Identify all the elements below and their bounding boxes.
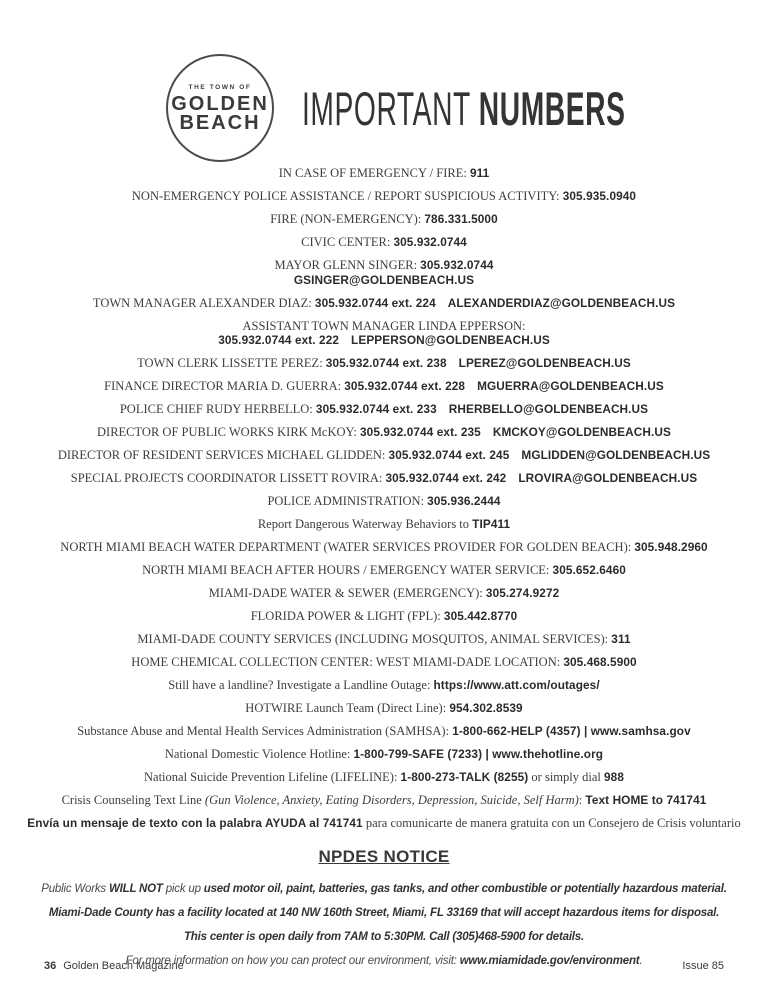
value-text: 305.468.5900 [563, 655, 637, 669]
text-line [0, 235, 768, 250]
text-line [0, 563, 768, 578]
value-text: 305.932.0744 [420, 258, 494, 272]
text-line [0, 609, 768, 624]
text-line [0, 494, 768, 509]
label-text: CIVIC CENTER: [301, 235, 394, 249]
text-line [0, 930, 768, 944]
value-text: 305.935.0940 [562, 189, 637, 203]
label-text: Report Dangerous Waterway Behaviors to [257, 517, 473, 531]
npdes-lines [0, 882, 768, 968]
directory-entry [0, 494, 768, 509]
text-line [0, 319, 768, 334]
value-text: 305.932.0744 ext. 238 [325, 356, 447, 370]
label-text: POLICE CHIEF RUDY HERBELLO: [119, 402, 316, 416]
directory-entry [0, 379, 768, 394]
label-text: Substance Abuse and Mental Health Services Administration (SAMHSA): [77, 724, 453, 738]
value-text: Envía un mensaje de texto con la palabra AYUDA al 741741 [27, 816, 363, 830]
label-text: para comunicarte de manera gratuita con un Consejero de Crisis voluntario [362, 816, 741, 830]
text-line [0, 189, 768, 204]
label-text: HOTWIRE Launch Team (Direct Line): [245, 701, 450, 715]
town-logo [166, 54, 274, 162]
label-text: POLICE ADMINISTRATION: [267, 494, 428, 508]
title-word-numbers: NUMBERS [478, 81, 626, 135]
directory-entry [0, 793, 768, 808]
label-text: NORTH MIAMI BEACH AFTER HOURS / EMERGENCY WATER SERVICE: [142, 563, 553, 577]
directory-entry [0, 724, 768, 739]
directory-entry [0, 402, 768, 417]
issue-label: Issue 85 [682, 960, 724, 972]
label-text: MIAMI-DADE COUNTY SERVICES (INCLUDING MOSQUITOS, ANIMAL SERVICES): [137, 632, 612, 646]
label-text: DIRECTOR OF PUBLIC WORKS KIRK McKOY: [97, 425, 361, 439]
value-text: TIP411 [472, 517, 511, 531]
logo-name-line1: GOLDEN [171, 92, 269, 115]
label-text: Still have a landline? Investigate a Landline Outage: [168, 678, 434, 692]
text-line [0, 212, 768, 227]
directory-entry [0, 448, 768, 463]
value-text: 305.936.2444 [427, 494, 501, 508]
text-line [0, 517, 768, 532]
value-text: 954.302.8539 [449, 701, 523, 715]
value-text: 911 [469, 166, 490, 180]
value-text: MGUERRA@GOLDENBEACH.US [477, 379, 664, 393]
text-line [0, 471, 768, 486]
value-text: 305.932.0744 ext. 222 [218, 333, 340, 347]
text-line [0, 540, 768, 555]
value-text: LROVIRA@GOLDENBEACH.US [518, 471, 698, 485]
npdes-entry [0, 906, 768, 920]
value-text: 311 [611, 632, 631, 646]
notice-text: . [639, 954, 643, 967]
directory-entry [0, 235, 768, 250]
text-line [0, 333, 768, 348]
npdes-notice [0, 847, 768, 968]
npdes-heading: NPDES NOTICE [318, 846, 450, 866]
logo-name-line2: BEACH [179, 111, 261, 134]
notice-bold-text: used motor oil, paint, batteries, gas tanks, and other combustible or potentially hazardous material. [203, 882, 727, 895]
notice-text: pick up [162, 882, 204, 895]
value-text: 305.652.6460 [552, 563, 626, 577]
label-text: FINANCE DIRECTOR MARIA D. GUERRA: [104, 379, 345, 393]
label-text: TOWN CLERK LISSETTE PEREZ: [137, 356, 326, 370]
text-line [0, 770, 768, 785]
directory [0, 166, 768, 831]
value-text: 1-800-662-HELP (4357) | www.samhsa.gov [452, 724, 691, 738]
directory-entry [0, 609, 768, 624]
value-text: LEPPERSON@GOLDENBEACH.US [351, 333, 550, 347]
value-text: KMCKOY@GOLDENBEACH.US [492, 425, 671, 439]
text-line [0, 882, 768, 896]
label-text: National Domestic Violence Hotline: [164, 747, 354, 761]
value-text: 305.932.0744 ext. 242 [385, 471, 507, 485]
directory-entry [0, 586, 768, 601]
footer-left [44, 960, 184, 972]
directory-entry [0, 471, 768, 486]
title-word-important: IMPORTANT [302, 81, 479, 135]
label-text: SPECIAL PROJECTS COORDINATOR LISSETT ROVIRA: [70, 471, 386, 485]
directory-entry [0, 425, 768, 440]
directory-entry [0, 563, 768, 578]
page-title-text [302, 81, 626, 135]
page-title [302, 81, 626, 135]
directory-entry [0, 258, 768, 287]
directory-entry [0, 678, 768, 693]
value-text: https://www.att.com/outages/ [433, 678, 600, 692]
text-line [0, 655, 768, 670]
notice-bold-text: This center is open daily from 7AM to 5:30PM. Call (305)468-5900 for details. [183, 930, 584, 943]
text-line [0, 678, 768, 693]
directory-entry [0, 701, 768, 716]
value-text: 305.932.0744 ext. 235 [360, 425, 481, 439]
text-line [0, 632, 768, 647]
notice-text: For more information on how you can protect our environment, visit: [125, 954, 460, 967]
text-line [0, 402, 768, 417]
text-line [0, 356, 768, 371]
npdes-entry [0, 882, 768, 896]
magazine-name: Golden Beach Magazine [63, 960, 184, 972]
value-text: MGLIDDEN@GOLDENBEACH.US [521, 448, 711, 462]
label-text: NON-EMERGENCY POLICE ASSISTANCE / REPORT SUSPICIOUS ACTIVITY: [131, 189, 563, 203]
label-text: FLORIDA POWER & LIGHT (FPL): [250, 609, 444, 623]
label-text: HOME CHEMICAL COLLECTION CENTER: WEST MIAMI-DADE LOCATION: [131, 655, 564, 669]
value-text: 305.932.0744 ext. 224 [314, 295, 436, 310]
label-text: MIAMI-DADE WATER & SEWER (EMERGENCY): [208, 586, 486, 600]
npdes-entry [0, 930, 768, 944]
label-text: FIRE (NON-EMERGENCY): [270, 212, 425, 226]
text-line [0, 906, 768, 920]
value-text: 305.932.0744 ext. 233 [315, 402, 437, 416]
notice-bold-text: www.miamidade.gov/environment [459, 954, 640, 967]
text-line [0, 379, 768, 394]
directory-entry [0, 296, 768, 311]
value-text: 1-800-799-SAFE (7233) | www.thehotline.org [353, 747, 604, 761]
value-text: 305.948.2960 [634, 540, 708, 554]
value-text: 305.274.9272 [485, 586, 560, 600]
directory-entry [0, 356, 768, 371]
directory-entry [0, 540, 768, 555]
text-line [0, 273, 768, 288]
notice-bold-text: WILL NOT [108, 882, 163, 895]
text-line [0, 258, 768, 273]
directory-entry [0, 816, 768, 831]
directory-entry [0, 655, 768, 670]
text-line [0, 296, 768, 311]
directory-entry [0, 319, 768, 348]
notice-text: Public Works [41, 882, 109, 895]
value-text: 786.331.5000 [424, 212, 498, 226]
label-text: IN CASE OF EMERGENCY / FIRE: [278, 166, 470, 180]
text-line [0, 701, 768, 716]
value-text: GSINGER@GOLDENBEACH.US [293, 272, 475, 287]
label-text: TOWN MANAGER ALEXANDER DIAZ: [92, 295, 315, 310]
value-text: 305.442.8770 [443, 609, 518, 623]
value-text: 988 [604, 770, 624, 784]
notice-bold-text: Miami-Dade County has a facility located at 140 NW 160th Street, Miami, FL 33169 that will accept hazardous items for disposal. [48, 906, 720, 919]
text-line [0, 425, 768, 440]
label-text: NORTH MIAMI BEACH WATER DEPARTMENT (WATER SERVICES PROVIDER FOR GOLDEN BEACH): [60, 540, 635, 554]
text-line [0, 586, 768, 601]
directory-entry [0, 747, 768, 762]
value-text: LPEREZ@GOLDENBEACH.US [458, 356, 631, 370]
value-text: 305.932.0744 [393, 235, 467, 249]
directory-entry [0, 166, 768, 181]
value-text: 1-800-273-TALK (8255) [400, 770, 529, 784]
text-line [0, 747, 768, 762]
value-text: RHERBELLO@GOLDENBEACH.US [448, 402, 649, 416]
directory-entry [0, 770, 768, 785]
directory-entry [0, 517, 768, 532]
directory-entry [0, 632, 768, 647]
value-text: 305.932.0744 ext. 228 [344, 379, 466, 393]
label-text: ASSISTANT TOWN MANAGER LINDA EPPERSON: [242, 318, 526, 333]
label-text: DIRECTOR OF RESIDENT SERVICES MICHAEL GLIDDEN: [57, 448, 389, 462]
text-line [0, 793, 768, 808]
text-line [0, 724, 768, 739]
page-number: 36 [44, 960, 57, 972]
page-footer [44, 960, 724, 972]
label-italic-text: (Gun Violence, Anxiety, Eating Disorders, Depression, Suicide, Self Harm) [204, 793, 579, 807]
value-text: ALEXANDERDIAZ@GOLDENBEACH.US [447, 295, 676, 310]
label-text: National Suicide Prevention Lifeline (LIFELINE): [144, 770, 401, 784]
text-line [0, 816, 768, 831]
logo-tagline: THE TOWN OF [188, 83, 252, 91]
directory-entry [0, 212, 768, 227]
label-text: Crisis Counseling Text Line [61, 793, 205, 807]
page-header [0, 0, 768, 164]
text-line [0, 448, 768, 463]
value-text: 305.932.0744 ext. 245 [388, 448, 510, 462]
label-text: or simply dial [528, 770, 604, 784]
value-text: Text HOME to 741741 [585, 793, 707, 807]
label-text: MAYOR GLENN SINGER: [274, 258, 421, 272]
directory-entry [0, 189, 768, 204]
label-text: : [578, 793, 586, 807]
text-line [0, 166, 768, 181]
